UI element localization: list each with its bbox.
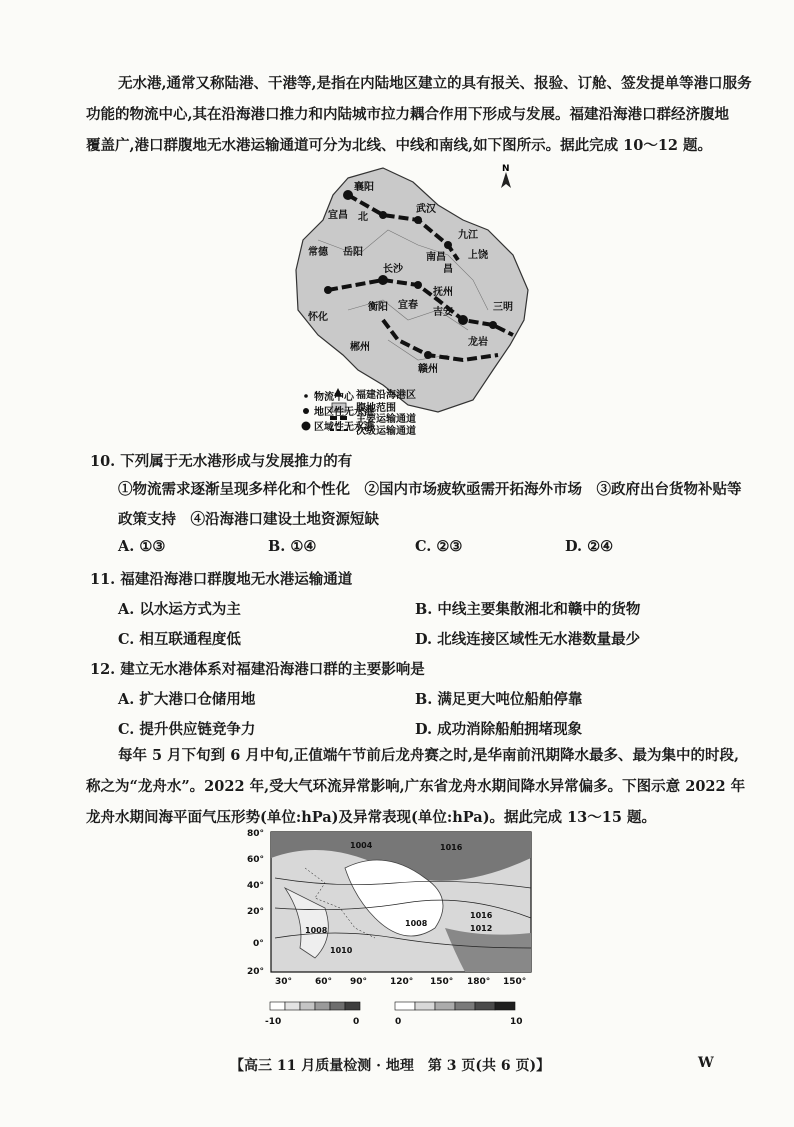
isobar-label: 1012 — [470, 924, 493, 933]
city-label: 宜昌 — [328, 210, 348, 221]
lon-label: 150° — [430, 977, 454, 987]
intro-2-line-1: 每年 5 月下旬到 6 月中旬,正值端午节前后龙舟赛之时,是华南前汛期降水最多、最为集中的时段, — [118, 747, 740, 764]
question-10-stem: 10. 下列属于无水港形成与发展推力的有 — [90, 453, 353, 470]
north-arrow-icon — [501, 172, 511, 188]
city-label: 襄阳 — [354, 182, 374, 193]
city-label: 上饶 — [468, 250, 488, 261]
lat-label: 80° — [247, 829, 265, 839]
region-label: 北 — [358, 212, 368, 223]
lat-label: 40° — [247, 881, 265, 891]
isobar-label: 1010 — [330, 946, 353, 955]
city-label: 宜春 — [398, 300, 418, 311]
city-label: 衡阳 — [368, 302, 388, 313]
positive-scale — [395, 1002, 515, 1010]
question-11-stem: 11. 福建沿海港口群腹地无水港运输通道 — [90, 571, 353, 588]
q12-option-c[interactable]: C. 提升供应链竞争力 — [118, 721, 256, 738]
isobar-label: 1008 — [305, 926, 328, 935]
q12-option-b[interactable]: B. 满足更大吨位船舶停靠 — [415, 691, 583, 708]
q12-option-a[interactable]: A. 扩大港口仓储用地 — [118, 691, 256, 708]
lat-label: 0° — [253, 939, 264, 949]
legend-hinterland: 腹地范围 — [356, 403, 396, 414]
question-10-items-1: ①物流需求逐渐呈现多样化和个性化 ②国内市场疲软亟需开拓海外市场 ③政府出台货物补贴等 — [118, 481, 742, 498]
lat-label: 60° — [247, 855, 265, 865]
city-label: 吉安 — [433, 307, 453, 318]
legend-secondary-channel: 次级运输通道 — [356, 426, 416, 437]
city-label: 龙岩 — [468, 337, 488, 348]
lat-label: 20° — [247, 907, 265, 917]
port-hinterland-map — [288, 160, 538, 440]
city-label: 抚州 — [433, 287, 453, 298]
city-label: 郴州 — [350, 342, 370, 353]
city-label: 九江 — [458, 230, 478, 241]
lon-label: 180° — [467, 977, 491, 987]
negative-scale — [270, 1002, 360, 1010]
city-label: 三明 — [493, 302, 513, 313]
question-10-items-2: 政策支持 ④沿海港口建设土地资源短缺 — [118, 511, 379, 528]
intro-1-line-3: 覆盖广,港口群腹地无水港运输通道可分为北线、中线和南线,如下图所示。据此完成 10～12 题。 — [86, 137, 713, 154]
q11-option-c[interactable]: C. 相互联通程度低 — [118, 631, 241, 648]
city-label: 岳阳 — [343, 247, 363, 258]
q10-option-c[interactable]: C. ②③ — [415, 538, 463, 555]
city-label: 南昌 — [426, 252, 446, 263]
q12-option-d[interactable]: D. 成功消除船舶拥堵现象 — [415, 721, 583, 738]
city-label: 怀化 — [308, 312, 328, 323]
scale-label: 0 — [395, 1017, 402, 1027]
port-map-svg — [288, 160, 538, 440]
isobar-label: 1004 — [350, 841, 373, 850]
anomaly-color-scale — [265, 1000, 525, 1030]
intro-2-line-3: 龙舟水期间海平面气压形势(单位:hPa)及异常表现(单位:hPa)。据此完成 13～15 题。 — [86, 809, 657, 826]
lon-label: 150° — [503, 977, 527, 987]
city-label: 常德 — [308, 247, 328, 258]
lon-label: 30° — [275, 977, 293, 987]
pressure-map-svg — [245, 828, 535, 988]
north-label: N — [502, 164, 510, 174]
scale-label: -10 — [265, 1017, 282, 1027]
q10-option-d[interactable]: D. ②④ — [565, 538, 614, 555]
pressure-anomaly-map — [245, 828, 535, 988]
q11-option-a[interactable]: A. 以水运方式为主 — [118, 601, 241, 618]
q11-option-b[interactable]: B. 中线主要集散湘北和赣中的货物 — [415, 601, 641, 618]
region-label: 昌 — [443, 264, 453, 275]
paper-code: W — [698, 1055, 714, 1071]
isobar-label: 1008 — [405, 919, 428, 928]
question-12-stem: 12. 建立无水港体系对福建沿海港口群的主要影响是 — [90, 661, 425, 678]
scale-label: 10 — [510, 1017, 523, 1027]
q10-option-a[interactable]: A. ①③ — [118, 538, 166, 555]
lat-label: 20° — [247, 967, 265, 977]
city-label: 武汉 — [416, 204, 436, 215]
intro-1-line-1: 无水港,通常又称陆港、干港等,是指在内陆地区建立的具有报关、报验、订舱、签发提单等港口服务 — [118, 75, 752, 92]
city-label: 赣州 — [418, 364, 438, 375]
lon-label: 90° — [350, 977, 368, 987]
legend-main-channel: 主要运输通道 — [356, 414, 416, 425]
lon-label: 60° — [315, 977, 333, 987]
intro-1-line-2: 功能的物流中心,其在沿海港口推力和内陆城市拉力耦合作用下形成与发展。福建沿海港口群经济腹地 — [86, 106, 730, 123]
page-footer: 【高三 11 月质量检测 · 地理 第 3 页(共 6 页)】 — [230, 1058, 551, 1074]
legend-area-port: 区域性无水港 — [314, 422, 374, 433]
q10-option-b[interactable]: B. ①④ — [268, 538, 317, 555]
scale-label: 0 — [353, 1017, 360, 1027]
intro-2-line-2: 称之为“龙舟水”。2022 年,受大气环流异常影响,广东省龙舟水期间降水异常偏多。下图示意 2022 年 — [86, 778, 746, 795]
legend-logistics-center: 物流中心 — [314, 392, 354, 403]
legend-regional-port: 地区性无水港 — [314, 407, 374, 418]
isobar-label: 1016 — [440, 843, 463, 852]
legend-coastal-port: 福建沿海港区 — [356, 390, 416, 401]
lon-label: 120° — [390, 977, 414, 987]
isobar-label: 1016 — [470, 911, 493, 920]
q11-option-d[interactable]: D. 北线连接区域性无水港数量最少 — [415, 631, 641, 648]
city-label: 长沙 — [383, 264, 403, 275]
